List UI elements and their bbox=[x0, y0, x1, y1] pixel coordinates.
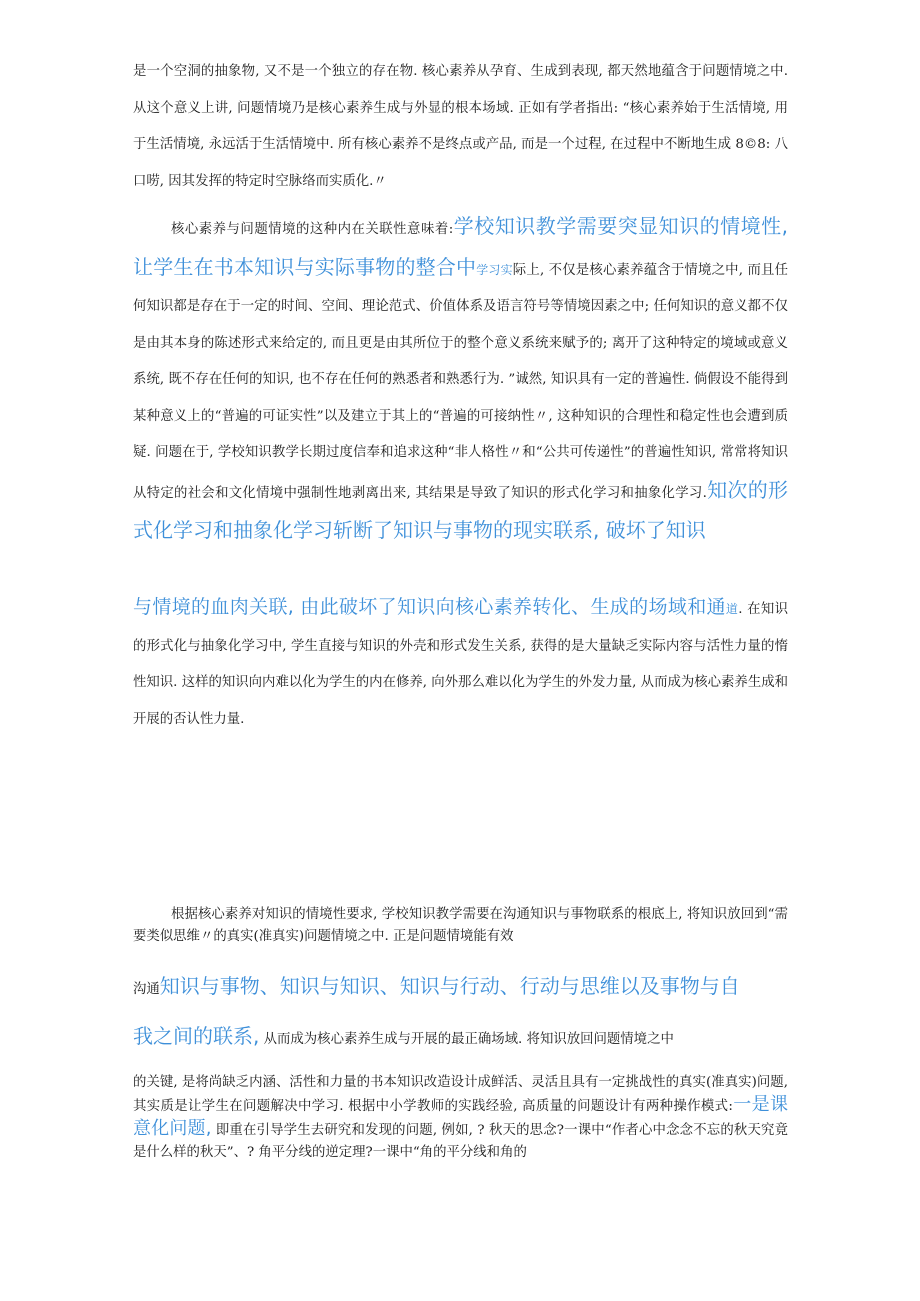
paragraph-1-text: 是一个空洞的抽象物, 又不是一个独立的存在物. 核心素养从孕育、生成到表现, 都天然地蕴含于问题情境之中. 从这个意义上讲, 问题情境乃是核心素养生成与外显的根本场域. 正如有学者指出: “核心素养始于生活情境, 用于生活情境, 永远活于生活情境中. 所有核心素养不是终点或产品, 而是一个过程, 在过程中不断地生成 8©8: 八口唠, 因其发挥的特定时空脉络而实质化.〃 bbox=[133, 64, 788, 189]
paragraph-3-body-2: 从而成为核心素养生成与开展的最正确场域. 将知识放回问题情境之中 bbox=[263, 1032, 674, 1047]
highlight-small-fragment: 学习实 bbox=[476, 262, 513, 277]
paragraph-2 bbox=[133, 208, 788, 738]
highlight-knowledge-situation: 学校知识教学需要突显知识的情境性, 让学生在书本知识与实际事物的整合中 bbox=[133, 214, 789, 279]
highlight-small-fragment-2: 道 bbox=[725, 602, 739, 616]
paragraph-3-part-1 bbox=[133, 904, 788, 948]
paragraph-3 bbox=[133, 904, 788, 1164]
paragraph-3-body-4: 即重在引导学生去研究和发现的问题, 例如, ? 秋天的思念?一课中“作者心中念念不忘的秋天究竟是什么样的秋天”、? 角平分线的逆定理?一课中“角的平分线和角的 bbox=[133, 1123, 788, 1160]
highlight-formal-learning: 知次的形式化学习和抽象化学习斩断了知识与事物的现实联系, 破坏了知识 bbox=[133, 477, 788, 542]
highlight-situation-bond: 与情境的血肉关联, 由此破坏了知识向核心素养转化、生成的场域和通 bbox=[133, 596, 726, 618]
paragraph-2-intro: 核心素养与问题情境的这种内在关联性意味着: bbox=[171, 222, 454, 237]
paragraph-3-body-1: 根据核心素养对知识的情境性要求, 学校知识教学需要在沟通知识与事物联系的根底上, 将知识放回到“需要类似思维〃的真实(准真实)问题情境之中. 正是问题情境能有效 bbox=[133, 907, 788, 944]
paragraph-2-body-1: 际上, 不仅是核心素养蕴含于情境之中, 而且任何知识都是存在于一定的时间、空间、理论范式、价值体系及语言符号等情境因素之中; 任何知识的意义都不仅是由其本身的陈述形式来给定的, 而且更是由其所位于的整个意义系统来赋予的; 离开了这种特定的境域或意义系统, 既不存在任何的知识, 也不存在任何的熟悉者和熟悉行为. ”诚然, 知识具有一定的普遍性. 倘假设不能得到某种意义上的“普遍的可证实性”以及建立于其上的“普遍的可接纳性〃, 这种知识的合理性和稳定性也会遭到质疑. 问题在于, 学校知识教学长期过度信奉和追求这种“非人格性〃和“公共可传递性”的普遍性知识, 常常将知识从特定的社会和文化情境中强制性地剥离出来, 其结果是导致了知识的形式化学习和抽象化学习. bbox=[133, 262, 788, 501]
paragraph-3-body-3: 的关键, 是将尚缺乏内涵、活性和力量的书本知识改造设计成鲜活、灵活且具有一定挑战性的真实(准真实)问题, 其实质是让学生在问题解决中学习. 根据中小学教师的实践经验, 高质量的问题设计有两种操作模式: bbox=[133, 1075, 788, 1114]
paragraph-3-part-4 bbox=[133, 1072, 788, 1164]
paragraph-1 bbox=[133, 54, 788, 200]
highlight-self-connection: 我之间的联系, bbox=[133, 1024, 260, 1048]
paragraph-3-part-3 bbox=[133, 1016, 788, 1060]
highlight-connections: 知识与事物、知识与知识、知识与行动、行动与思维以及事物与自 bbox=[159, 974, 740, 998]
highlight-problem-mode: 一是课意化问题, bbox=[133, 1094, 788, 1139]
paragraph-3-part-2 bbox=[133, 966, 788, 1010]
paragraph-2-body-2: . 在知识的形式化与抽象化学习中, 学生直接与知识的外壳和形式发生关系, 获得的是大量缺乏实际内容与活性力量的惰性知识. 这样的知识向内难以化为学生的内在修养, 向外那么难以化为学生的外发力量, 从而成为核心素养生成和开展的否认性力量. bbox=[133, 602, 788, 727]
paragraph-3-lead: 沟通 bbox=[133, 982, 160, 997]
